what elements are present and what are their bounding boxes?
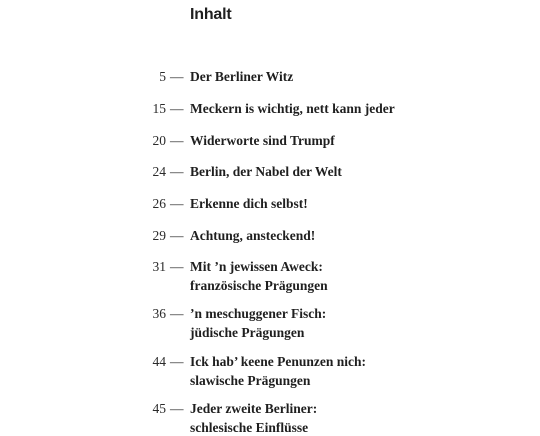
toc-title-line: Widerworte sind Trumpf: [190, 133, 335, 148]
toc-dash: —: [170, 101, 184, 116]
toc-entry-title: [190, 228, 315, 244]
toc-dash: —: [170, 133, 184, 148]
toc-entry-title: [190, 69, 293, 85]
toc-page-number: 26: [152, 196, 166, 211]
toc-entry-title: [190, 306, 326, 341]
toc-dash: —: [170, 228, 184, 243]
toc-page-number: 45: [152, 401, 166, 416]
toc-title-line: jüdische Prägungen: [190, 325, 305, 340]
toc-entry-title: [190, 401, 317, 436]
toc-title-line: slawische Prägungen: [190, 373, 311, 388]
toc-title-line: Jeder zweite Berliner:: [190, 401, 318, 416]
toc-title-line: Erkenne dich selbst!: [190, 196, 308, 211]
toc-title-line: Berlin, der Nabel der Welt: [190, 164, 342, 179]
toc-title-line: Mit ’n jewissen Aweck:: [190, 259, 323, 274]
toc-dash: —: [170, 306, 184, 321]
toc-entry-title: [190, 164, 342, 180]
toc-entry-title: [190, 196, 308, 212]
toc-title-line: Meckern is wichtig, nett kann jeder: [190, 101, 395, 116]
toc-page-number: 20: [152, 133, 166, 148]
toc-dash: —: [170, 69, 184, 84]
toc-dash: —: [170, 354, 184, 369]
toc-dash: —: [170, 196, 184, 211]
toc-page-number: 31: [152, 259, 166, 274]
toc-title-line: Ick hab’ keene Penunzen nich:: [190, 354, 367, 369]
toc-title-line: Der Berliner Witz: [190, 69, 294, 84]
toc-title-line: französische Prägungen: [190, 278, 328, 293]
toc-page-number: 15: [152, 101, 166, 116]
toc-entry-title: [190, 259, 328, 294]
toc-title-line: ’n meschuggener Fisch:: [190, 306, 327, 321]
toc-title-line: schlesische Einflüsse: [190, 420, 309, 435]
toc-page-number: 24: [152, 164, 166, 179]
toc-page-number: 29: [152, 228, 166, 243]
toc-page-number: 36: [152, 306, 166, 321]
toc-entry-title: [190, 133, 335, 149]
toc-dash: —: [170, 259, 184, 274]
toc-entry-title: [190, 354, 366, 389]
toc-page-number: 5: [159, 69, 166, 84]
toc-dash: —: [170, 401, 184, 416]
toc-dash: —: [170, 164, 184, 179]
page-title: Inhalt: [190, 6, 232, 23]
toc-title-line: Achtung, ansteckend!: [190, 228, 316, 243]
toc-entry-title: [190, 101, 395, 117]
toc-page-number: 44: [152, 354, 166, 369]
